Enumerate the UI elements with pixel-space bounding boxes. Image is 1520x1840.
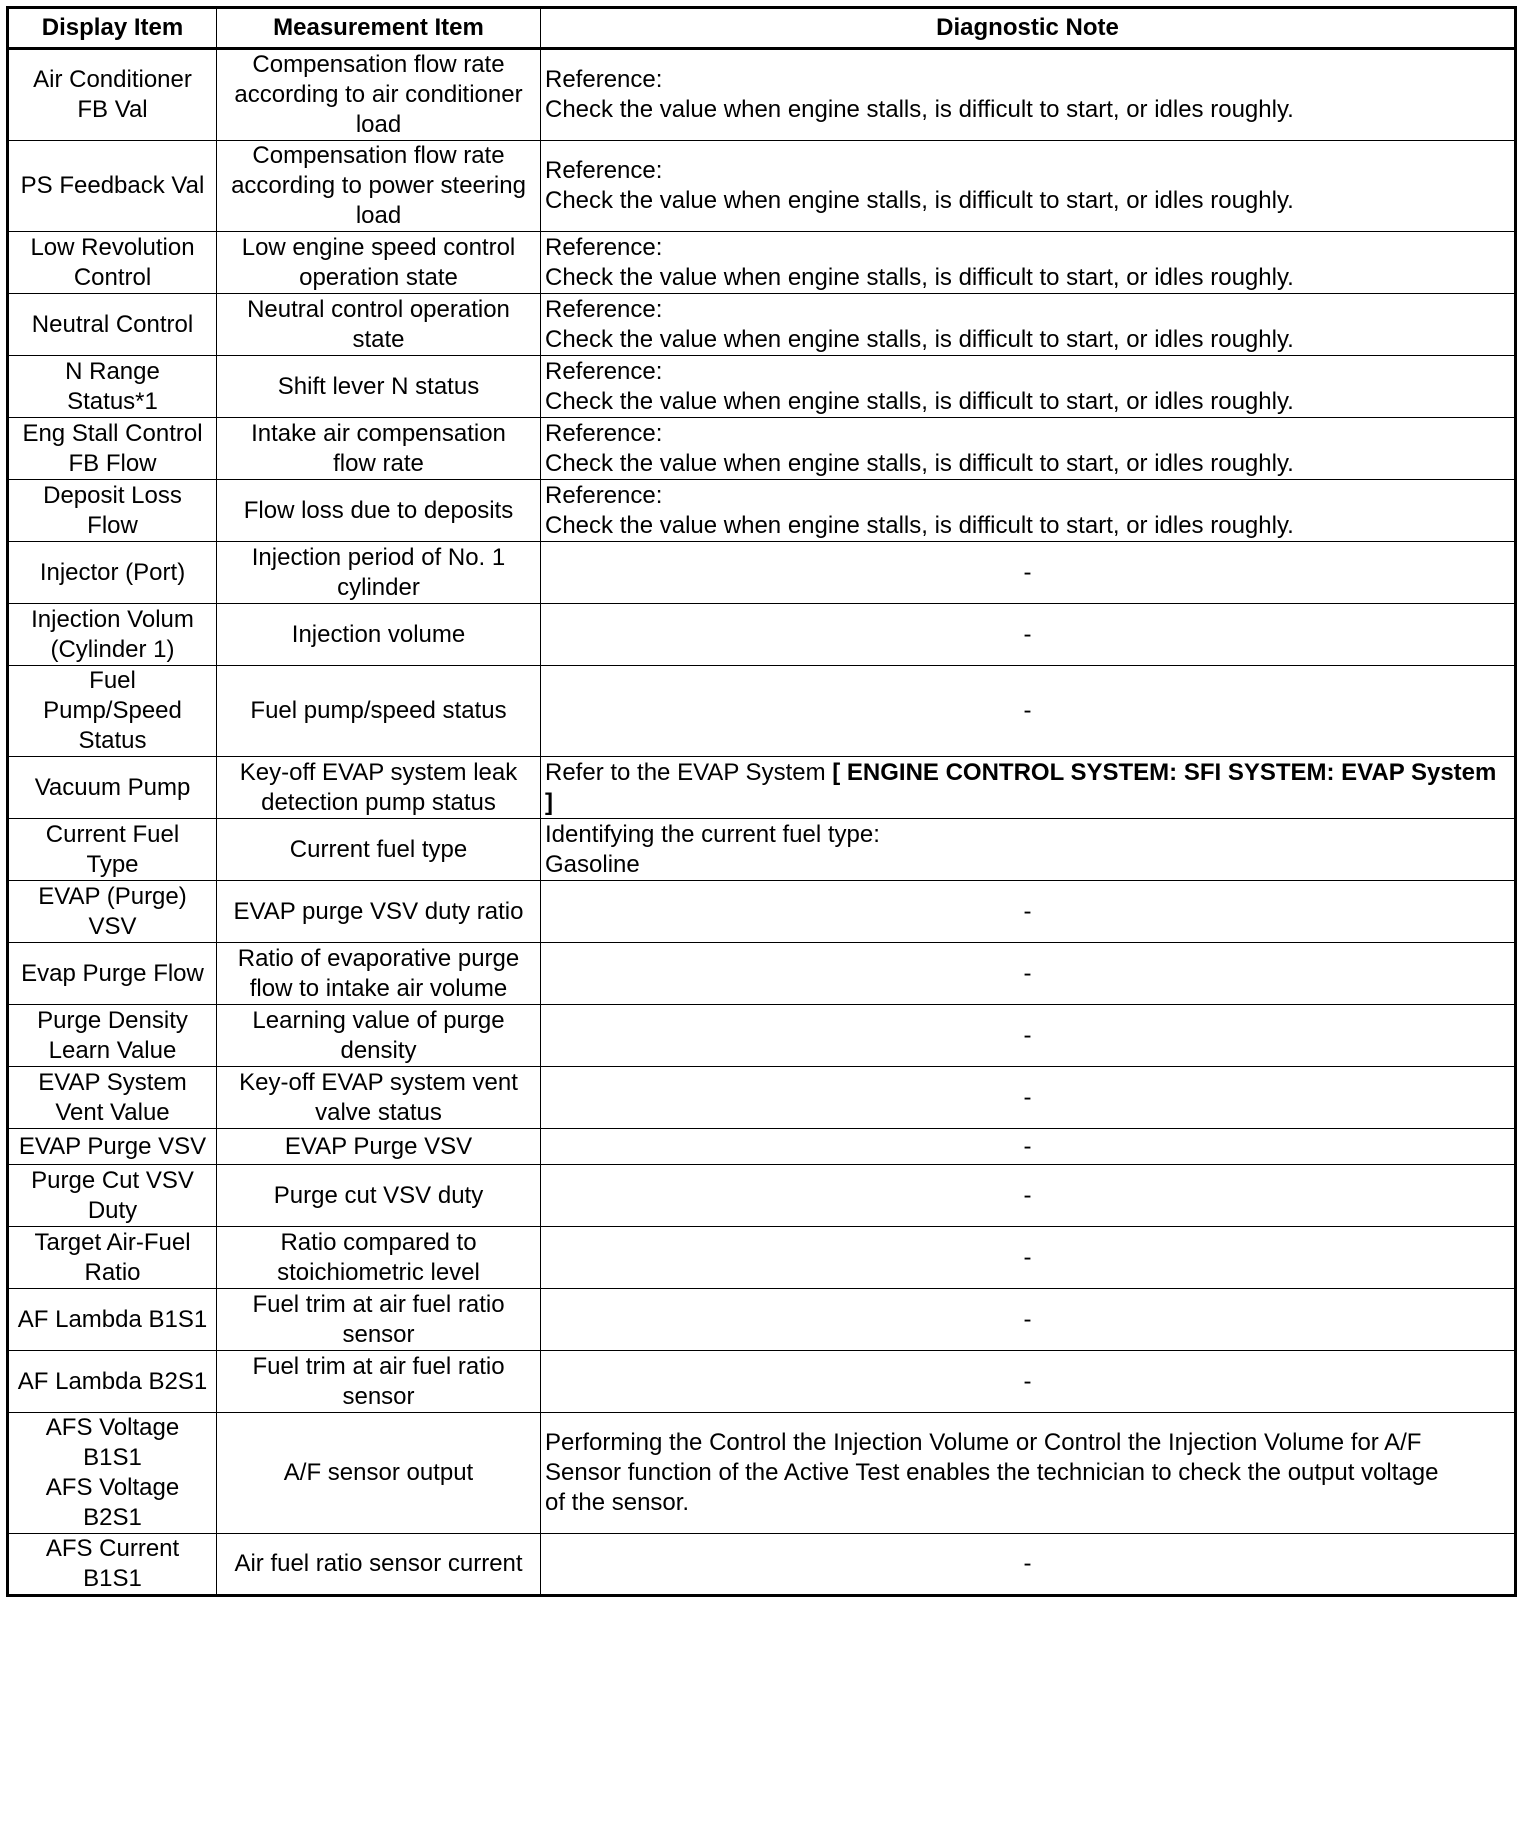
display-item-line: AFS Voltage <box>45 1414 180 1441</box>
diagnostic-note-cell <box>541 1129 1516 1165</box>
display-item-line: EVAP Purge VSV <box>18 1132 207 1160</box>
measurement-item-cell <box>217 1413 541 1534</box>
display-item-cell <box>8 1534 217 1596</box>
diagnostic-note-cell <box>541 1005 1516 1067</box>
measurement-item-cell <box>217 604 541 666</box>
measurement-item-line: state <box>352 325 405 353</box>
measurement-item-line: sensor <box>342 1382 415 1410</box>
table-row <box>8 1067 1516 1129</box>
display-item-line: Neutral Control <box>31 310 194 338</box>
diagnostic-note-cell <box>541 1413 1516 1534</box>
diagnostic-note-cell <box>541 881 1516 943</box>
diagnostic-note-cell <box>541 1289 1516 1351</box>
measurement-item-cell <box>217 1351 541 1413</box>
display-item-line: Injection Volum <box>31 605 194 633</box>
measurement-item-cell <box>217 418 541 480</box>
header-display-item: Display Item <box>8 8 217 49</box>
diagnostic-note-cell <box>541 480 1516 542</box>
measurement-item-line: stoichiometric level <box>277 1258 480 1286</box>
display-item-line: PS Feedback Val <box>20 172 205 199</box>
measurement-item-cell <box>217 943 541 1005</box>
diagnostic-note-cell <box>541 819 1516 881</box>
display-item-cell <box>8 819 217 881</box>
diagnostic-note-cell <box>541 1227 1516 1289</box>
display-item-line: Control <box>73 263 152 291</box>
diagnostic-note-line: Reference: <box>545 419 663 447</box>
display-item-cell <box>8 1351 217 1413</box>
display-item-line: Ratio <box>84 1258 141 1286</box>
diagnostic-note-cell <box>541 49 1516 141</box>
measurement-item-line: Fuel pump/speed status <box>250 697 507 724</box>
measurement-item-line: Key-off EVAP system leak <box>239 758 518 786</box>
table-row <box>8 1129 1516 1165</box>
measurement-item-cell <box>217 666 541 757</box>
diagnostic-note-line: Reference: <box>545 66 663 93</box>
diagnostic-note-line: Identifying the current fuel type: <box>545 820 880 848</box>
display-item-line: VSV <box>88 912 137 940</box>
measurement-item-cell <box>217 141 541 232</box>
display-item-line: AF Lambda B2S1 <box>17 1367 208 1395</box>
display-item-cell <box>8 418 217 480</box>
display-item-line: EVAP System <box>38 1068 187 1096</box>
diagnostic-note-dash: - <box>1023 1021 1032 1049</box>
display-item-line: Eng Stall Control <box>22 419 203 447</box>
diagnostic-note-dash: - <box>1023 1550 1032 1577</box>
display-item-cell <box>8 1165 217 1227</box>
measurement-item-cell <box>217 49 541 141</box>
table-row <box>8 819 1516 881</box>
display-item-cell <box>8 49 217 141</box>
display-item-line: FB Val <box>77 96 148 123</box>
diagnostic-note-dash: - <box>1023 1083 1032 1111</box>
measurement-item-cell <box>217 232 541 294</box>
table-row <box>8 542 1516 604</box>
measurement-item-cell <box>217 1165 541 1227</box>
display-item-line: Status*1 <box>67 387 158 415</box>
measurement-item-line: A/F sensor output <box>283 1459 474 1486</box>
display-item-line: (Cylinder 1) <box>50 635 175 663</box>
measurement-item-line: Flow loss due to deposits <box>243 496 514 524</box>
header-row <box>8 8 1516 49</box>
measurement-item-line: Shift lever N status <box>277 372 480 400</box>
diagnostic-note-line: Reference: <box>545 481 663 509</box>
table-row <box>8 1413 1516 1534</box>
diagnostic-note-dash: - <box>1023 959 1032 987</box>
display-item-cell <box>8 294 217 356</box>
measurement-item-line: according to air conditioner <box>234 81 523 108</box>
diagnostic-note-cell <box>541 1067 1516 1129</box>
measurement-item-line: detection pump status <box>261 788 496 816</box>
display-item-cell <box>8 480 217 542</box>
data-list-sheet <box>6 6 1514 1597</box>
display-item-cell <box>8 881 217 943</box>
measurement-item-line: cylinder <box>337 573 420 601</box>
diagnostic-note-cell <box>541 1534 1516 1596</box>
measurement-item-line: valve status <box>315 1098 442 1126</box>
display-item-line: Evap Purge Flow <box>21 959 204 987</box>
measurement-item-line: Learning value of purge <box>252 1006 505 1034</box>
measurement-item-line: load <box>355 111 402 138</box>
measurement-item-line: Compensation flow rate <box>252 142 505 169</box>
diagnostic-note-dash: - <box>1023 897 1032 925</box>
diagnostic-note-line: Check the value when engine stalls, is difficult to start, or idles roughly. <box>545 187 1294 214</box>
table-row <box>8 418 1516 480</box>
display-item-line: Current Fuel <box>45 820 180 848</box>
diagnostic-note-line: Check the value when engine stalls, is difficult to start, or idles roughly. <box>545 511 1294 539</box>
table-header <box>8 8 1516 49</box>
display-item-cell <box>8 666 217 757</box>
diagnostic-note-line: Check the value when engine stalls, is difficult to start, or idles roughly. <box>545 387 1294 415</box>
display-item-cell <box>8 1005 217 1067</box>
measurement-item-cell <box>217 757 541 819</box>
diagnostic-note-cell <box>541 356 1516 418</box>
measurement-item-cell <box>217 881 541 943</box>
measurement-item-cell <box>217 542 541 604</box>
display-item-cell <box>8 1067 217 1129</box>
measurement-item-line: flow rate <box>333 449 424 477</box>
table-row <box>8 1165 1516 1227</box>
measurement-item-cell <box>217 1289 541 1351</box>
display-item-cell <box>8 1413 217 1534</box>
diagnostic-note-line: Reference: <box>545 233 663 261</box>
display-item-line: Injector (Port) <box>39 558 186 586</box>
diagnostic-note-cell <box>541 418 1516 480</box>
measurement-item-line: Neutral control operation <box>247 295 510 323</box>
measurement-item-line: operation state <box>299 263 458 291</box>
display-item-line: Status <box>78 727 147 754</box>
diagnostic-note-cell <box>541 604 1516 666</box>
measurement-item-line: Air fuel ratio sensor current <box>234 1550 523 1577</box>
measurement-item-cell <box>217 480 541 542</box>
display-item-cell <box>8 141 217 232</box>
measurement-item-line: Current fuel type <box>289 835 468 863</box>
display-item-line: Purge Density <box>37 1006 188 1034</box>
display-item-line: N Range <box>65 357 160 385</box>
display-item-cell <box>8 604 217 666</box>
display-item-cell <box>8 1227 217 1289</box>
display-item-line: Learn Value <box>48 1036 177 1064</box>
display-item-line: Purge Cut VSV <box>31 1166 194 1194</box>
table-row <box>8 232 1516 294</box>
measurement-item-cell <box>217 1534 541 1596</box>
measurement-item-line: Key-off EVAP system vent <box>239 1068 518 1096</box>
measurement-item-cell <box>217 1067 541 1129</box>
diagnostic-note-line: Reference: <box>545 357 663 385</box>
header-diagnostic-note: Diagnostic Note <box>541 8 1516 49</box>
measurement-item-line: Compensation flow rate <box>252 51 505 78</box>
measurement-item-cell <box>217 1129 541 1165</box>
display-item-line: B2S1 <box>83 1504 142 1531</box>
table-row <box>8 666 1516 757</box>
table-row <box>8 757 1516 819</box>
table-row <box>8 604 1516 666</box>
display-item-line: Flow <box>87 511 138 539</box>
display-item-cell <box>8 542 217 604</box>
display-item-line: B1S1 <box>83 1565 142 1592</box>
measurement-item-line: density <box>340 1036 417 1064</box>
note-ref-link: [ ENGINE CONTROL SYSTEM: SFI SYSTEM: EVAP System ] <box>545 758 1497 816</box>
table-row <box>8 1227 1516 1289</box>
display-item-cell <box>8 1129 217 1165</box>
diagnostic-note-cell <box>541 666 1516 757</box>
measurement-item-line: Injection volume <box>291 620 466 648</box>
diagnostic-note-cell <box>541 1351 1516 1413</box>
diagnostic-note-dash: - <box>1023 697 1032 724</box>
measurement-item-line: Fuel trim at air fuel ratio <box>252 1290 505 1318</box>
display-item-cell <box>8 943 217 1005</box>
display-item-line: Low Revolution <box>30 233 195 261</box>
table-row <box>8 141 1516 232</box>
data-list-table <box>6 6 1517 1597</box>
display-item-line: Fuel <box>89 667 136 694</box>
diagnostic-note-line: Check the value when engine stalls, is difficult to start, or idles roughly. <box>545 263 1294 291</box>
display-item-line: B1S1 <box>83 1444 142 1471</box>
diagnostic-note-dash: - <box>1023 620 1032 648</box>
display-item-line: Air Conditioner <box>33 66 192 93</box>
measurement-item-line: Low engine speed control <box>241 233 516 261</box>
header-measurement-item: Measurement Item <box>217 8 541 49</box>
diagnostic-note-cell <box>541 943 1516 1005</box>
diagnostic-note-cell <box>541 141 1516 232</box>
diagnostic-note-dash: - <box>1023 558 1032 586</box>
measurement-item-cell <box>217 1005 541 1067</box>
display-item-line: AFS Voltage <box>45 1474 180 1501</box>
display-item-line: Type <box>86 850 139 878</box>
table-body <box>8 49 1516 1596</box>
measurement-item-line: EVAP Purge VSV <box>284 1132 473 1160</box>
table-row <box>8 1534 1516 1596</box>
diagnostic-note-line: Sensor function of the Active Test enables the technician to check the output voltage <box>545 1459 1439 1486</box>
display-item-cell <box>8 232 217 294</box>
table-row <box>8 943 1516 1005</box>
measurement-item-line: according to power steering <box>231 172 526 199</box>
display-item-cell <box>8 356 217 418</box>
diagnostic-note-dash: - <box>1023 1243 1032 1271</box>
display-item-line: EVAP (Purge) <box>38 882 187 910</box>
measurement-item-cell <box>217 356 541 418</box>
display-item-line: Duty <box>87 1196 138 1224</box>
table-row <box>8 1289 1516 1351</box>
measurement-item-cell <box>217 819 541 881</box>
display-item-line: Vent Value <box>55 1098 170 1126</box>
table-row <box>8 480 1516 542</box>
display-item-line: AF Lambda B1S1 <box>17 1305 208 1333</box>
measurement-item-line: Ratio of evaporative purge <box>237 944 520 972</box>
measurement-item-line: load <box>355 202 402 229</box>
display-item-line: Deposit Loss <box>43 481 182 509</box>
display-item-line: Target Air-Fuel <box>34 1228 191 1256</box>
diagnostic-note-line: Check the value when engine stalls, is difficult to start, or idles roughly. <box>545 449 1294 477</box>
diagnostic-note-line: Check the value when engine stalls, is difficult to start, or idles roughly. <box>545 96 1294 123</box>
table-row <box>8 1005 1516 1067</box>
display-item-cell <box>8 1289 217 1351</box>
table-row <box>8 49 1516 141</box>
display-item-line: Pump/Speed <box>43 697 182 724</box>
diagnostic-note-dash: - <box>1023 1132 1032 1160</box>
table-row <box>8 881 1516 943</box>
display-item-line: AFS Current <box>45 1535 180 1562</box>
diagnostic-note-cell <box>541 542 1516 604</box>
table-row <box>8 1351 1516 1413</box>
measurement-item-line: EVAP purge VSV duty ratio <box>233 897 524 925</box>
measurement-item-line: Fuel trim at air fuel ratio <box>252 1352 505 1380</box>
table-row <box>8 294 1516 356</box>
diagnostic-note-line: Performing the Control the Injection Volume or Control the Injection Volume for A/F <box>545 1429 1422 1456</box>
diagnostic-note-line: of the sensor. <box>545 1489 690 1516</box>
measurement-item-line: sensor <box>342 1320 415 1348</box>
diagnostic-note-line: Reference: <box>545 157 663 184</box>
table-row <box>8 356 1516 418</box>
measurement-item-cell <box>217 294 541 356</box>
display-item-line: FB Flow <box>68 449 157 477</box>
diagnostic-note-dash: - <box>1023 1305 1032 1333</box>
measurement-item-line: Purge cut VSV duty <box>273 1181 484 1209</box>
measurement-item-line: Injection period of No. 1 <box>251 543 506 571</box>
diagnostic-note-cell <box>541 1165 1516 1227</box>
diagnostic-note-cell <box>541 232 1516 294</box>
diagnostic-note-cell <box>541 757 1516 819</box>
display-item-cell <box>8 757 217 819</box>
measurement-item-line: Intake air compensation <box>251 419 506 447</box>
note-ref-prefix: Refer to the EVAP System <box>545 758 833 786</box>
diagnostic-note-line: Check the value when engine stalls, is difficult to start, or idles roughly. <box>545 325 1294 353</box>
diagnostic-note-dash: - <box>1023 1367 1032 1395</box>
measurement-item-line: Ratio compared to <box>280 1228 477 1256</box>
measurement-item-line: flow to intake air volume <box>249 974 508 1002</box>
diagnostic-note-line: Gasoline <box>545 850 640 878</box>
display-item-line: Vacuum Pump <box>34 773 191 801</box>
measurement-item-cell <box>217 1227 541 1289</box>
diagnostic-note-cell <box>541 294 1516 356</box>
diagnostic-note-dash: - <box>1023 1181 1032 1209</box>
diagnostic-note-line: Reference: <box>545 295 663 323</box>
